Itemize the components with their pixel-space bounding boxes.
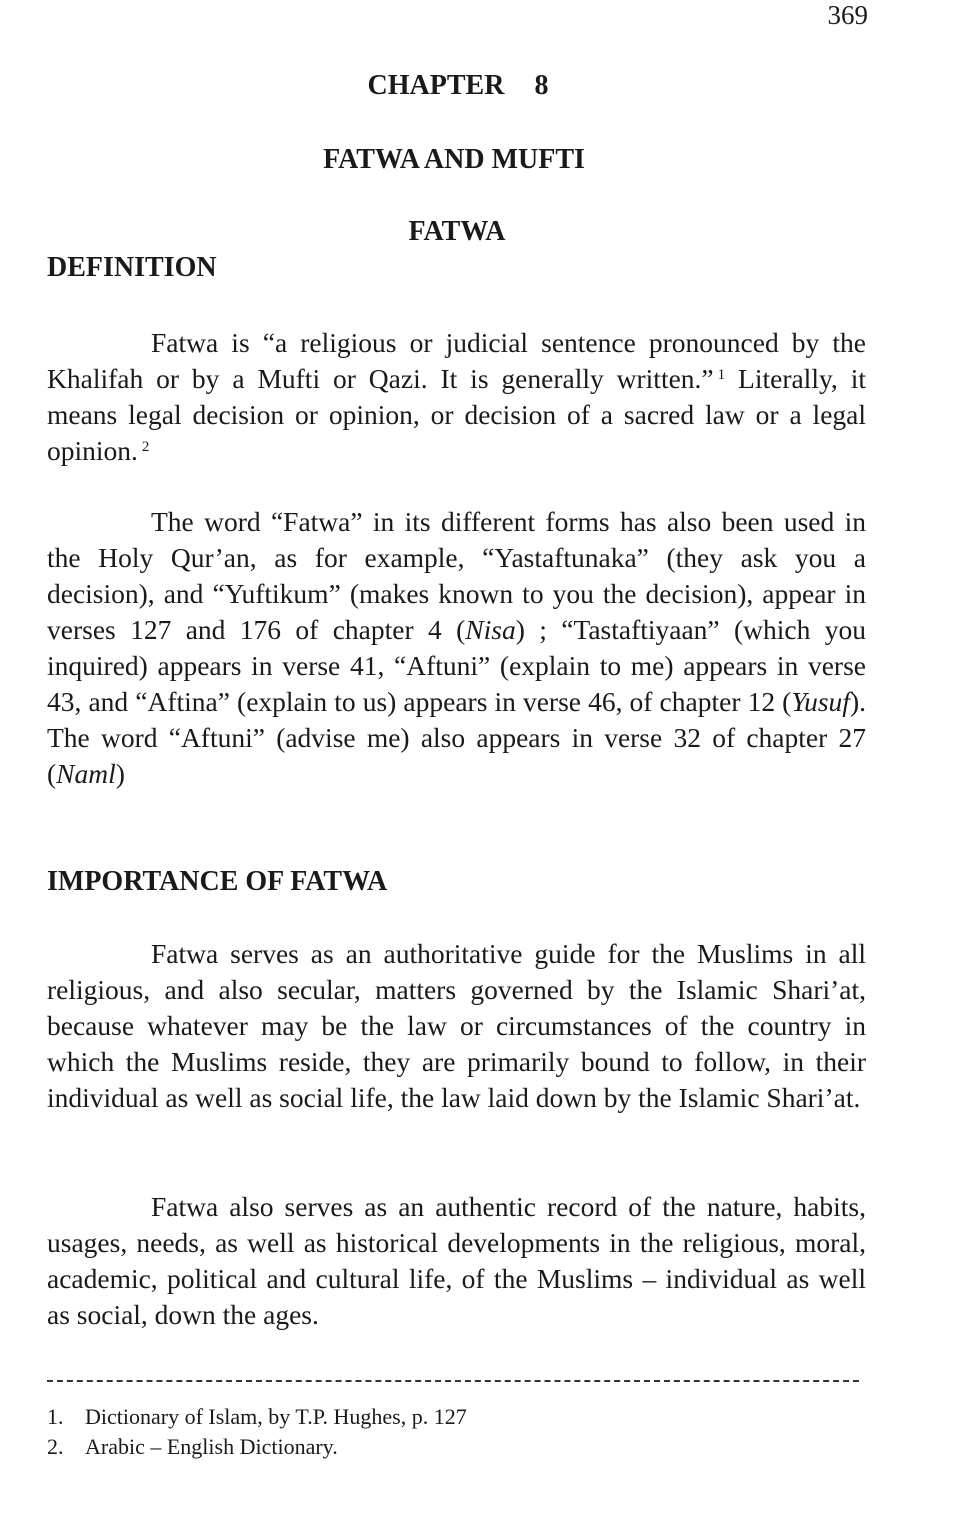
paragraph-importance-2: Fatwa also serves as an authentic record of the nature, habits, usages, needs, as well as historical developments in the religious, moral, academic, political and cultural life, of the Muslims – individual as well as social, down the ages.	[47, 1191, 866, 1330]
footnote-item: 2. Arabic – English Dictionary.	[47, 1434, 338, 1459]
chapter-subtitle: FATWA	[408, 216, 506, 247]
paragraph-importance-1: Fatwa serves as an authoritative guide for the Muslims in all religious, and also secular, matters governed by the Islamic Shari’at, because whatever may be the law or circumstances of the country in which the Muslims reside, they are primarily bound to follow, in their individual as well as social life, the law laid down by the Islamic Shari’at.	[47, 938, 866, 1113]
chapter-number: 8	[534, 70, 549, 101]
footnote-item: 1. Dictionary of Islam, by T.P. Hughes, p. 127	[47, 1404, 467, 1429]
chapter-heading	[0, 70, 916, 102]
footnote-divider	[47, 1380, 859, 1382]
footnotes	[47, 1402, 467, 1462]
paragraph-definition-1: Fatwa is “a religious or judicial sentence pronounced by the Khalifah or by a Mufti or Qazi. It is generally written.” $^1$ Literally, it means legal decision or opinion, or decision of a sacred law or a legal opinion. $^2$	[47, 327, 866, 466]
chapter-label: CHAPTER	[367, 70, 505, 101]
section-heading-importance: IMPORTANCE OF FATWA	[47, 866, 388, 897]
section-heading-definition: DEFINITION	[47, 252, 217, 283]
paragraph-definition-2: The word “Fatwa” in its different forms has also been used in the Holy Qur’an, as for example, “Yastaftunaka” (they ask you a decision), and “Yuftikum” (makes known to you the decision), appear in verses 127 and 176 of chapter 4 (Nisa) ; “Tastaftiyaan” (which you inquired) appears in verse 41, “Aftuni” (explain to me) appears in verse 43, and “Aftina” (explain to us) appears in verse 46, of chapter 12 (Yusuf). The word “Aftuni” (advise me) also appears in verse 32 of chapter 27 (Naml)	[47, 506, 866, 789]
footnote-ref: 2	[141, 439, 150, 455]
page-number: 369	[827, 0, 868, 30]
chapter-title: FATWA AND MUFTI	[323, 144, 585, 175]
footnote-ref: 1	[717, 367, 726, 383]
